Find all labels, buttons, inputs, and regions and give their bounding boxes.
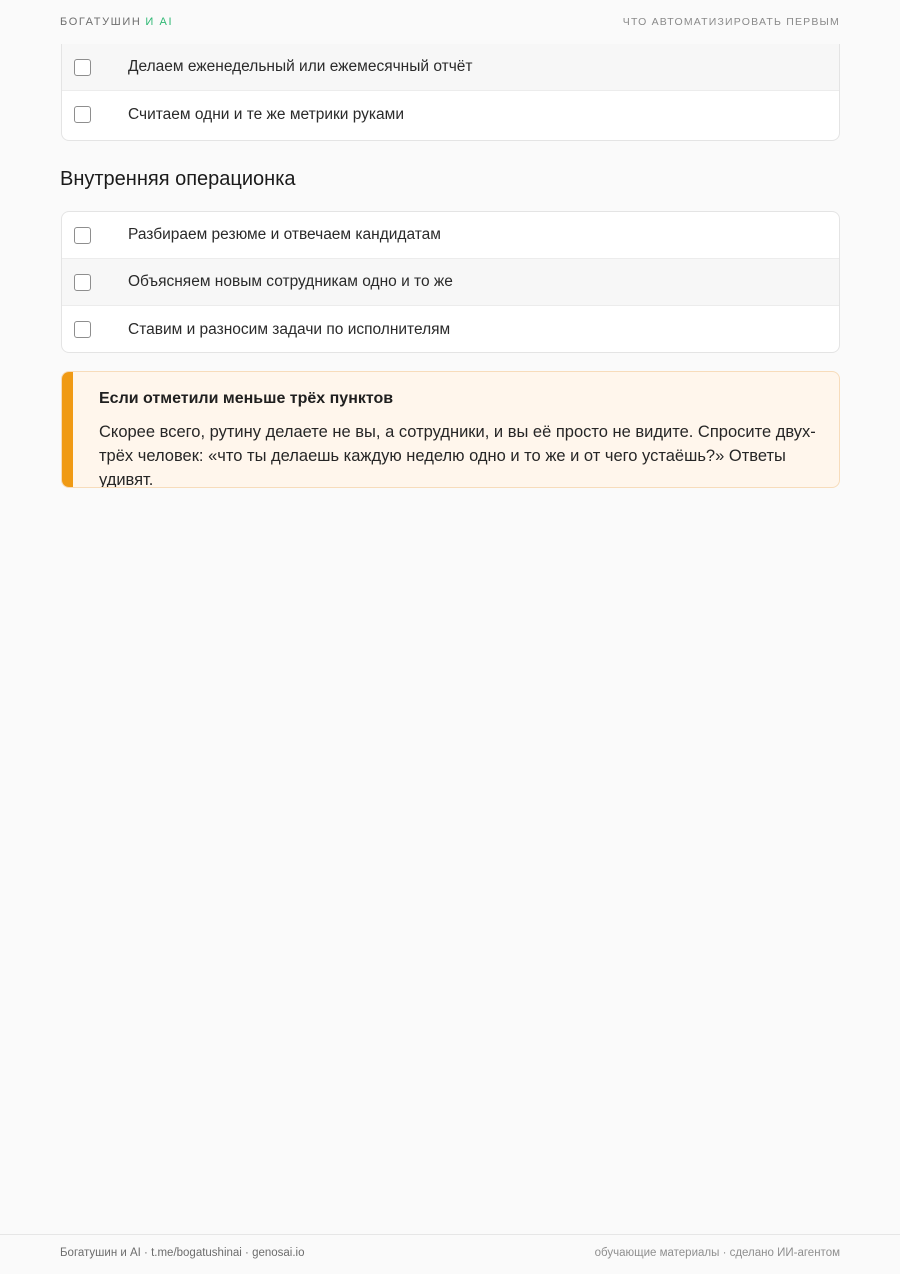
checklist-item-label: Делаем еженедельный или ежемесячный отчёт	[128, 58, 473, 75]
brand-accent: И AI	[145, 16, 174, 28]
checklist-item-label: Считаем одни и те же метрики руками	[128, 105, 404, 123]
checkbox[interactable]	[74, 59, 91, 76]
checklist-item-label: Объясняем новым сотрудникам одно и то же	[128, 273, 453, 290]
footer-note: обучающие материалы · сделано ИИ-агентом	[594, 1247, 840, 1259]
page-footer	[0, 1234, 900, 1274]
callout-accent-bar	[62, 372, 73, 487]
checklist-item[interactable]	[62, 306, 839, 353]
checklist-item[interactable]	[62, 44, 839, 91]
footer-credits: Богатушин и AI · t.me/bogatushinai · genosai.io	[60, 1247, 305, 1259]
brand-logo	[60, 16, 173, 28]
checklist-item[interactable]	[62, 259, 839, 306]
checklist-item[interactable]	[62, 212, 839, 259]
callout-title: Если отметили меньше трёх пунктов	[99, 390, 394, 407]
tip-callout	[61, 371, 840, 488]
checklist-reporting	[61, 44, 840, 141]
checkbox[interactable]	[74, 106, 91, 123]
brand-name: БОГАТУШИН	[60, 16, 142, 28]
checklist-item-label: Разбираем резюме и отвечаем кандидатам	[128, 226, 441, 243]
callout-text: Скорее всего, рутину делаете не вы, а сотрудники, и вы её просто не видите. Спросите двух-трёх человек: «что ты делаешь каждую неделю одно и то же и от чего устаёшь?» Ответы удивят.	[99, 423, 816, 488]
page-header	[60, 14, 840, 30]
group-heading-internal-ops: Внутренняя операционка	[60, 168, 296, 190]
checkbox[interactable]	[74, 227, 91, 244]
checkbox[interactable]	[74, 274, 91, 291]
checklist-item[interactable]	[62, 91, 839, 138]
checkbox[interactable]	[74, 321, 91, 338]
section-title: ЧТО АВТОМАТИЗИРОВАТЬ ПЕРВЫМ	[622, 16, 840, 28]
checklist-item-label: Ставим и разносим задачи по исполнителям	[128, 320, 451, 338]
checklist-internal-ops	[61, 211, 840, 353]
